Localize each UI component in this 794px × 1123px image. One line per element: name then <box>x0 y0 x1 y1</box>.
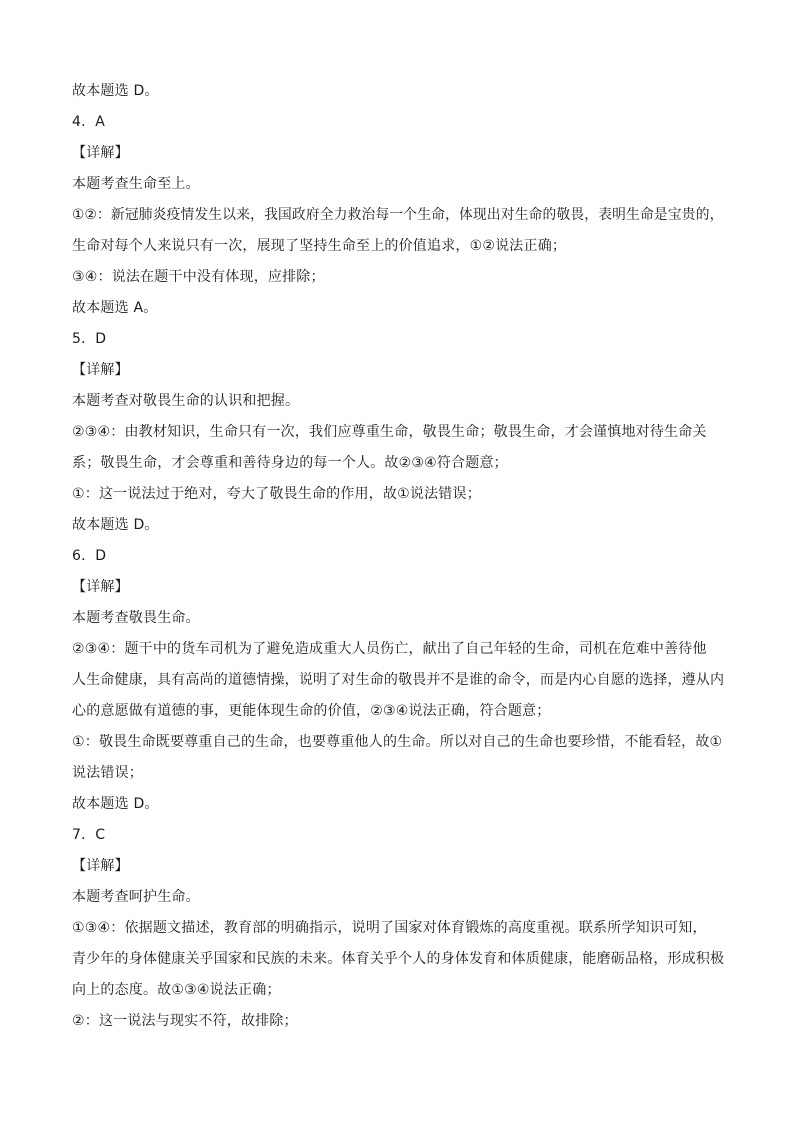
question-number: 7．C <box>72 827 106 843</box>
text-line: 故本题选 D。 <box>72 83 159 99</box>
section-heading: 【详解】 <box>72 858 129 874</box>
section-heading: 【详解】 <box>72 145 129 161</box>
text-line: ①②：新冠肺炎疫情发生以来，我国政府全力救治每一个生命，体现出对生命的敬畏，表明生命是宝贵的， <box>72 207 724 223</box>
text-line: 故本题选 D。 <box>72 796 159 812</box>
section-heading: 【详解】 <box>72 362 129 378</box>
question-number: 4．A <box>72 114 106 130</box>
text-line: 本题考查生命至上。 <box>72 176 200 192</box>
text-line: ①：这一说法过于绝对，夸大了敬畏生命的作用，故①说法错误； <box>72 486 481 502</box>
text-line: 青少年的身体健康关乎国家和民族的未来。体育关乎个人的身体发育和体质健康，能磨砺品格，形成积极 <box>72 951 725 967</box>
text-line: 本题考查呵护生命。 <box>72 889 200 905</box>
text-line: ②：这一说法与现实不符，故排除； <box>72 1013 298 1029</box>
text-line: 心的意愿做有道德的事，更能体现生命的价值，②③④说法正确，符合题意； <box>72 703 551 719</box>
question-number: 6．D <box>72 548 107 564</box>
text-line: 向上的态度。故①③④说法正确； <box>72 982 281 998</box>
text-line: 系；敬畏生命，才会尊重和善待身边的每一个人。故②③④符合题意； <box>72 455 508 471</box>
text-line: 人生命健康，具有高尚的道德情操，说明了对生命的敬畏并不是谁的命令，而是内心自愿的选择，遵从内 <box>72 672 725 688</box>
text-line: ①③④：依据题文描述，教育部的明确指示，说明了国家对体育锻炼的高度重视。联系所学知识可知， <box>72 920 707 936</box>
text-line: 故本题选 D。 <box>72 517 159 533</box>
section-heading: 【详解】 <box>72 579 129 595</box>
text-line: 故本题选 A。 <box>72 300 158 316</box>
text-line: ③④：说法在题干中没有体现，应排除； <box>72 269 325 285</box>
text-line: ②③④：题干中的货车司机为了避免造成重大人员伤亡，献出了自己年轻的生命，司机在危难中善待他 <box>72 641 707 657</box>
text-line: ②③④：由教材知识，生命只有一次，我们应尊重生命，敬畏生命；敬畏生命，才会谨慎地对待生命关 <box>72 424 707 440</box>
text-line: 说法错误； <box>72 765 143 781</box>
text-line: ①：敬畏生命既要尊重自己的生命，也要尊重他人的生命。所以对自己的生命也要珍惜，不能看轻，故① <box>72 734 723 750</box>
text-line: 本题考查对敬畏生命的认识和把握。 <box>72 393 300 409</box>
question-number: 5．D <box>72 331 107 347</box>
text-line: 生命对每个人来说只有一次，展现了坚持生命至上的价值追求，①②说法正确； <box>72 238 567 254</box>
text-line: 本题考查敬畏生命。 <box>72 610 200 626</box>
